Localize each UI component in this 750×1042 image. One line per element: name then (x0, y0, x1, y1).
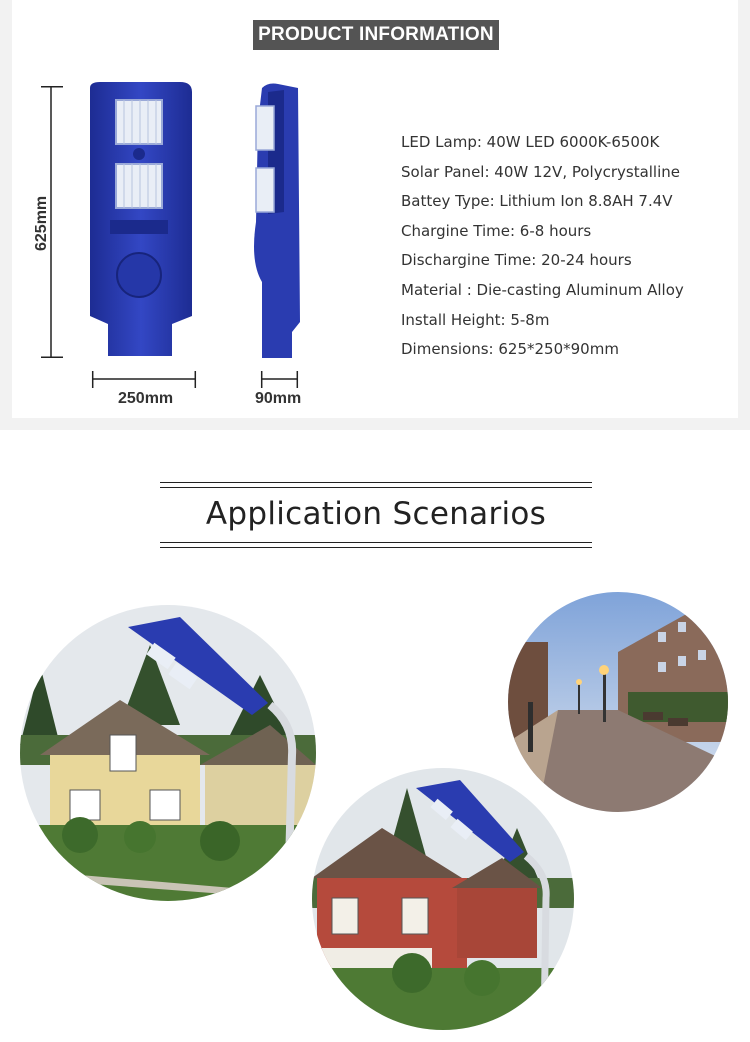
spec-discharging-time: Dischargine Time: 20-24 hours (401, 251, 632, 270)
title-rule-bottom-inner (160, 542, 592, 543)
application-title-block (160, 482, 592, 548)
width-dimension-line (92, 370, 198, 390)
spec-battery-type: Battey Type: Lithium Ion 8.8AH 7.4V (401, 192, 673, 211)
spec-led-lamp: LED Lamp: 40W LED 6000K-6500K (401, 133, 660, 151)
depth-dimension-label: 90mm (255, 390, 302, 407)
depth-dimension-line (261, 370, 301, 390)
spec-charging-time: Chargine Time: 6-8 hours (401, 221, 592, 240)
title-rule-top (160, 482, 592, 483)
spec-material: Material : Die-casting Aluminum Alloy (401, 280, 684, 299)
scene-yellow-house-photo (20, 605, 316, 901)
spec-dimensions: Dimensions: 625*250*90mm (401, 340, 619, 359)
lamp-side-view (248, 82, 308, 362)
spec-list (401, 128, 684, 365)
title-rule-top-inner (160, 487, 592, 488)
application-title: Application Scenarios (205, 496, 547, 532)
height-dimension-label: 625mm (33, 195, 50, 251)
product-info-banner: PRODUCT INFORMATION (253, 20, 499, 50)
scene-red-house-photo (312, 768, 574, 1030)
title-rule-bottom (160, 547, 592, 548)
lamp-front-view (80, 80, 200, 360)
width-dimension-label: 250mm (118, 390, 174, 407)
spec-solar-panel: Solar Panel: 40W 12V, Polycrystalline (401, 162, 681, 181)
spec-install-height: Install Height: 5-8m (401, 310, 550, 329)
